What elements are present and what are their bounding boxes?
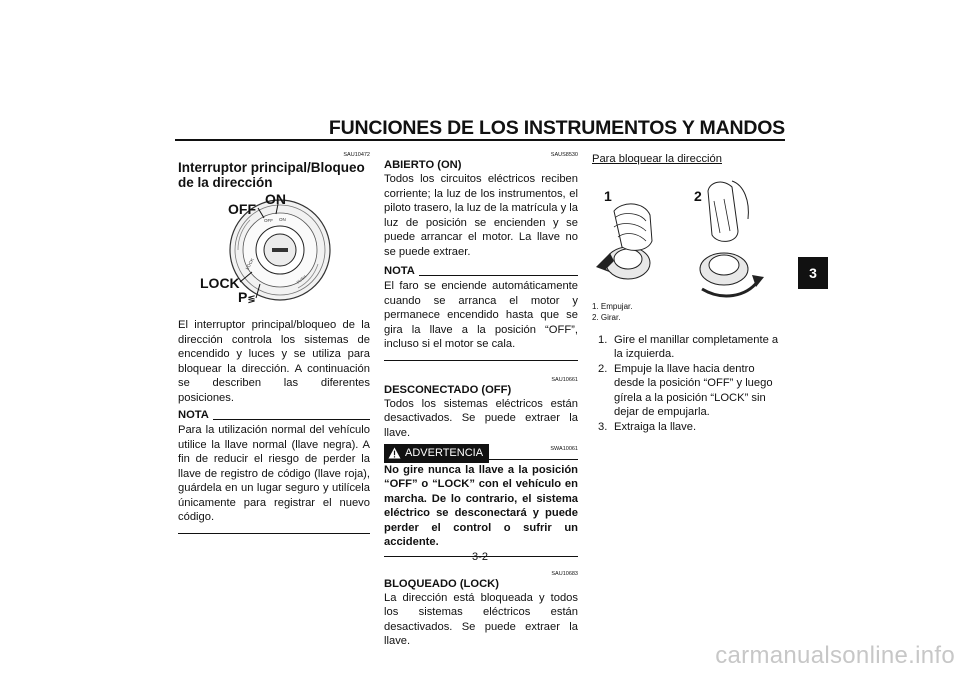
intro-paragraph: El interruptor principal/bloqueo de la dirección controla los sistemas de encendido y luces y se utiliza para bloquear la dirección. A continuación se describen las diferentes posiciones.	[178, 319, 370, 404]
figure-label-1: 1	[604, 187, 612, 204]
note-label: NOTA	[178, 409, 209, 421]
column-right	[592, 152, 786, 434]
position-on-text: Todos los circuitos eléctricos reciben corriente; la luz de los instrumentos, el piloto trasero, la luz de la matrícula y la luz de posición se encienden y se puede arrancar el motor. La llave no se puede extraer.	[384, 173, 579, 258]
page-number: 3-2	[472, 551, 488, 563]
switch-label-p: P≶	[238, 289, 256, 305]
position-off-title: DESCONECTADO (OFF)	[384, 383, 512, 396]
note-text: Para la utilización normal del vehículo utilice la llave normal (llave negra). A fin de reducir el riesgo de perder la llave de registro de código (llave roja), guárdela en un lugar seguro y utilícela únicamente para registrar el nuevo código.	[178, 424, 370, 523]
steering-lock-figure	[592, 171, 786, 301]
procedure-heading: Para bloquear la dirección	[592, 153, 722, 165]
procedure-step: 2. Empuje la llave hacia dentro desde la posición “OFF” y luego gírela a la posición “LOCK” sin dejar de empujarla.	[598, 362, 773, 418]
note-text: El faro se enciende automáticamente cuando se arranca el motor y permanece encendido hasta que se gira la llave a la posición “OFF”, incluso si el motor se cala.	[384, 280, 578, 350]
switch-label-lock: LOCK	[200, 275, 240, 291]
warning-rule	[489, 459, 578, 460]
position-lock-title: BLOQUEADO (LOCK)	[384, 577, 499, 590]
warning-badge	[384, 444, 489, 463]
column-middle	[384, 152, 578, 649]
watermark: carmanualsonline.info	[715, 642, 955, 669]
reference-code: SAU10472	[343, 152, 370, 158]
svg-text:LOCK: LOCK	[244, 257, 255, 271]
note-label: NOTA	[384, 265, 415, 277]
reference-code: SAU10683	[551, 570, 578, 577]
figure-caption-2: 2. Girar.	[592, 312, 621, 322]
svg-text:OFF: OFF	[264, 218, 273, 223]
procedure-step: 1. Gire el manillar completamente a la izquierda.	[598, 333, 779, 360]
column-left	[178, 152, 370, 534]
ignition-switch-illustration	[178, 191, 370, 312]
position-lock-text: La dirección está bloqueada y todos los sistemas eléctricos están desactivados. Se puede extraer la llave.	[384, 591, 578, 647]
figure-caption-1: 1. Empujar.	[592, 301, 633, 311]
switch-label-on: ON	[265, 191, 286, 207]
switch-label-off: OFF	[228, 201, 256, 217]
warning-label: ADVERTENCIA	[405, 447, 484, 459]
warning-text: No gire nunca la llave a la posición “OFF” o “LOCK” con el vehículo en marcha. De lo contrario, el sistema eléctrico se desconectará y puede perder el control o sufrir un accidente.	[384, 463, 578, 548]
header-rule	[175, 139, 785, 141]
steering-lock-illustration	[592, 171, 786, 301]
reference-code: SAU10661	[551, 376, 578, 383]
position-off-text: Todos los sistemas eléctricos están desactivados. Se puede extraer la llave.	[384, 397, 578, 439]
figure-label-2: 2	[694, 187, 702, 204]
section-title: Interruptor principal/Bloqueo de la dirección	[178, 160, 365, 190]
svg-text:ON: ON	[279, 217, 286, 222]
procedure-step: 3. Extraiga la llave.	[598, 420, 697, 433]
warning-triangle-icon	[388, 447, 401, 459]
note-header	[384, 265, 578, 278]
svg-text:PUSH: PUSH	[295, 273, 308, 285]
ignition-switch-figure	[178, 191, 370, 312]
chapter-tab[interactable]: 3	[798, 257, 828, 289]
note-header	[178, 409, 370, 422]
procedure-steps	[592, 333, 786, 435]
note-end-rule	[384, 360, 578, 361]
note-end-rule	[178, 533, 370, 534]
reference-code: SWA10061	[550, 445, 578, 452]
page-header-title: FUNCIONES DE LOS INSTRUMENTOS Y MANDOS	[328, 117, 785, 139]
position-on-title: ABIERTO (ON)	[384, 159, 462, 171]
reference-code: SAUS8530	[550, 152, 578, 158]
